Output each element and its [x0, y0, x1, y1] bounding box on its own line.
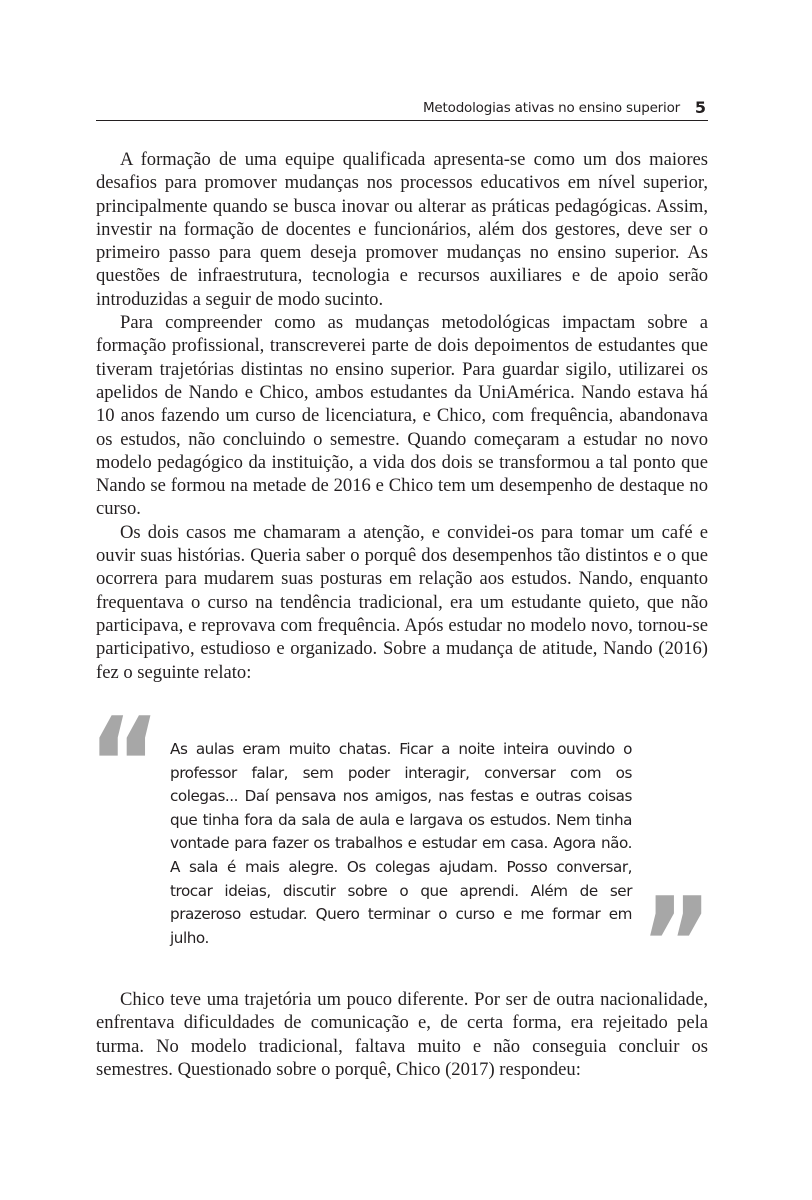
- close-quote-icon: ”: [640, 869, 713, 1021]
- page-number: 5: [694, 98, 706, 117]
- paragraph: Chico teve uma trajetória um pouco diferente. Por ser de outra nacionalidade, enfrentava dificuldades de comunicação e, de certa forma, era rejeitado pela turma. No modelo tradicional, faltava muito e não conseguia concluir os semestres. Questionado sobre o porquê, Chico (2017) respondeu:: [96, 989, 708, 1080]
- body-text-continued: [96, 988, 708, 1081]
- running-title: Metodologias ativas no ensino superior: [422, 100, 680, 116]
- paragraph: A formação de uma equipe qualificada apresenta-se como um dos maiores desafios para promover mudanças nos processos educativos em nível superior, principalmente quando se busca inovar ou alterar as práticas pedagógicas. Assim, investir na formação de docentes e funcionários, além dos gestores, deve ser o primeiro passo para quem deseja promover mudanças no ensino superior. As questões de infraestrutura, tecnologia e recursos auxiliares e de apoio serão introduzidas a seguir de modo sucinto.: [96, 149, 708, 310]
- body-text: [96, 148, 708, 684]
- paragraph: Para compreender como as mudanças metodológicas impactam sobre a formação profissional, transcreverei parte de dois depoimentos de estudantes que tiveram trajetórias distintas no ensino superior. Para guardar sigilo, utilizarei os apelidos de Nando e Chico, ambos estudantes da UniAmérica. Nando estava há 10 anos fazendo um curso de licenciatura, e Chico, com frequência, abandonava os estudos, não concluindo o semestre. Quando começaram a estudar no novo modelo pedagógico da instituição, a vida dos dois se transformou a tal ponto que Nando se formou na metade de 2016 e Chico tem um desempenho de destaque no curso.: [96, 312, 708, 520]
- quote-text: As aulas eram muito chatas. Ficar a noite inteira ouvindo o professor falar, sem poder interagir, conversar com os colegas... Daí pensava nos amigos, nas festas e outras coisas que tinha fora da sala de aula e largava os estudos. Nem tinha vontade para fazer os trabalhos e estudar em casa. Agora não. A sala é mais alegre. Os colegas ajudam. Posso conversar, trocar ideias, discutir sobre o que aprendi. Além de ser prazeroso estudar. Quero terminar o curso e me formar em julho.: [170, 740, 632, 947]
- open-quote-icon: “: [88, 689, 161, 841]
- paragraph: Os dois casos me chamaram a atenção, e convidei-os para tomar um café e ouvir suas histórias. Queria saber o porquê dos desempenhos tão distintos e o que ocorrera para mudarem suas posturas em relação aos estudos. Nando, enquanto frequentava o curso na tendência tradicional, era um estudante quieto, que não participava, e reprovava com frequência. Após estudar no modelo novo, tornou-se participativo, estudioso e organizado. Sobre a mudança de atitude, Nando (2016) fez o seguinte relato:: [96, 521, 708, 683]
- running-header: [96, 96, 708, 121]
- block-quote: [170, 738, 632, 950]
